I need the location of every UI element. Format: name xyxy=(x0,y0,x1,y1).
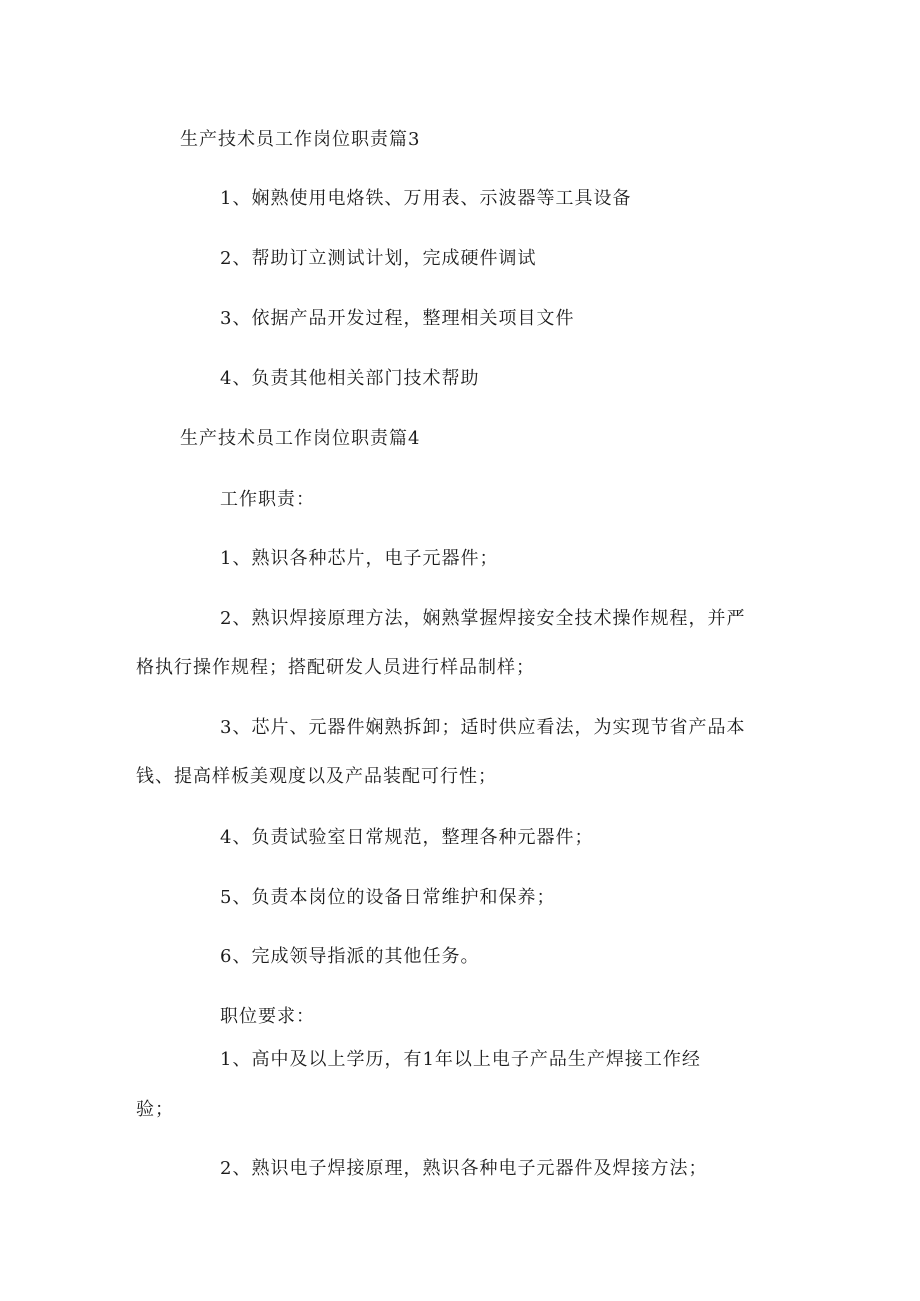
section-3-item-4: 4、负责其他相关部门技术帮助 xyxy=(220,368,480,389)
requirement-item-1-line-1: 1、高中及以上学历，有1年以上电子产品生产焊接工作经 xyxy=(220,1049,701,1070)
duty-item-5: 5、负责本岗位的设备日常维护和保养； xyxy=(220,887,556,908)
duty-item-1: 1、熟识各种芯片，电子元器件； xyxy=(220,548,499,569)
section-3-item-3: 3、依据产品开发过程，整理相关项目文件 xyxy=(220,308,575,329)
section-3-item-1: 1、娴熟使用电烙铁、万用表、示波器等工具设备 xyxy=(220,188,632,209)
duty-item-2-line-1: 2、熟识焊接原理方法，娴熟掌握焊接安全技术操作规程，并严 xyxy=(220,608,746,629)
duty-item-2-line-2: 格执行操作规程；搭配研发人员进行样品制样； xyxy=(136,657,535,678)
requirement-item-2: 2、熟识电子焊接原理，熟识各种电子元器件及焊接方法； xyxy=(220,1158,708,1179)
duty-item-3-line-2: 钱、提高样板美观度以及产品装配可行性； xyxy=(136,766,497,787)
requirements-title: 职位要求： xyxy=(220,1006,315,1027)
duty-item-6: 6、完成领导指派的其他任务。 xyxy=(220,946,480,967)
duty-item-4: 4、负责试验室日常规范，整理各种元器件； xyxy=(220,827,594,848)
duty-item-3-line-1: 3、芯片、元器件娴熟拆卸；适时供应看法，为实现节省产品本 xyxy=(220,717,746,738)
duties-title: 工作职责： xyxy=(220,489,315,510)
section-3-heading: 生产技术员工作岗位职责篇3 xyxy=(180,129,421,150)
section-3-item-2: 2、帮助订立测试计划，完成硬件调试 xyxy=(220,248,537,269)
section-4-heading: 生产技术员工作岗位职责篇4 xyxy=(180,428,421,449)
requirement-item-1-line-2: 验； xyxy=(136,1099,174,1120)
